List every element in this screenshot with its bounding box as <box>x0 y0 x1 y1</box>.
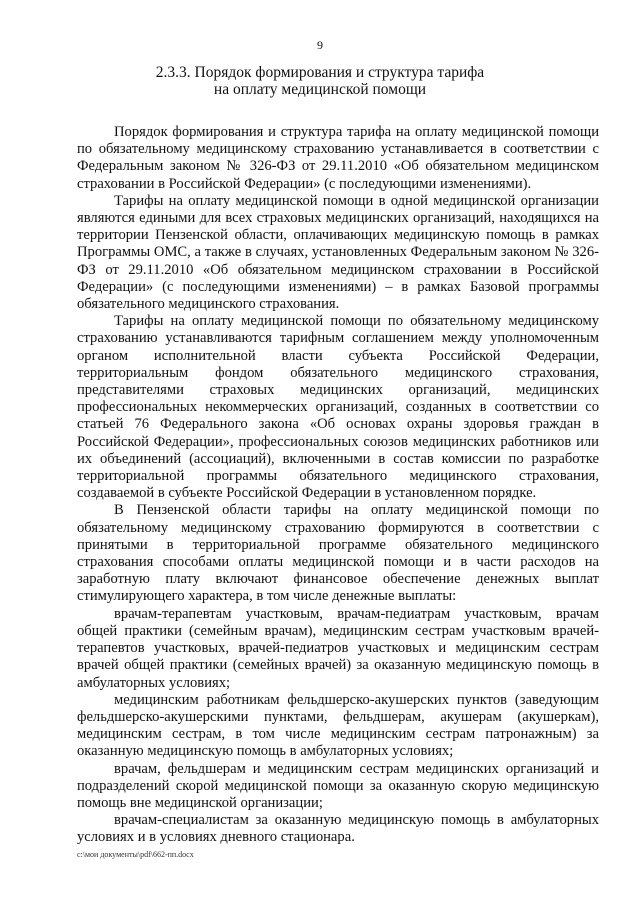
paragraph: медицинским работникам фельдшерско-акушерских пунктов (заведующим фельдшерско-акушерскими пунктами, фельдшерам, акушерам (акушеркам), медицинским сестрам, в том числе медицинским сестрам патронажным) за оказанную медицинскую помощь в амбулаторных условиях; <box>77 691 599 760</box>
paragraph: Порядок формирования и структура тарифа на оплату медицинской помощи по обязательному медицинскому страхованию устанавливается в соответствии с Федеральным законом № 326-ФЗ от 29.11.2010 «Об обязательном медицинском страховании в Российской Федерации» (с последующими изменениями). <box>77 124 599 192</box>
paragraph: Тарифы на оплату медицинской помощи в одной медицинской организации являются едиными для всех страховых медицинских организаций, находящихся на территории Пензенской области, оплачивающих медицинскую помощь в рамках Программы ОМС, а также в случаях, установленных Федеральным законом № 326-ФЗ от 29.11.2010 «Об обязательном медицинском страховании в Российской Федерации» (с последующими изменениями) – в рамках Базовой программы обязательного медицинского страхования. <box>77 192 599 313</box>
paragraph: Тарифы на оплату медицинской помощи по обязательному медицинскому страхованию устанавливаются тарифным соглашением между уполномоченным органом исполнительной власти субъекта Российской Федерации, территориальным фондом обязательного медицинского страхования, представителями страховых медицинских организаций, медицинских профессиональных некоммерческих организаций, созданных в соответствии со статьей 76 Федерального закона «Об основах охраны здоровья граждан в Российской Федерации», профессиональных союзов медицинских работников или их объединений (ассоциаций), включенными в состав комиссии по разработке территориальной программы обязательного медицинского страхования, создаваемой в субъекте Российской Федерации в установленном порядке. <box>77 313 599 502</box>
paragraph: врачам-терапевтам участковым, врачам-педиатрам участковым, врачам общей практики (семейным врачам), медицинским сестрам участковым врачей-терапевтов участковых, врачей-педиатров участковых и медицинским сестрам врачей общей практики (семейных врачей) за оказанную медицинскую помощь в амбулаторных условиях; <box>77 605 599 691</box>
document-body <box>77 124 599 847</box>
section-heading <box>150 64 490 98</box>
paragraph: В Пензенской области тарифы на оплату медицинской помощи по обязательному медицинскому страхованию формируются в соответствии с принятыми в территориальной программе обязательного медицинского страхования способами оплаты медицинской помощи и в части расходов на заработную плату включают финансовое обеспечение денежных выплат стимулирующего характера, в том числе денежные выплаты: <box>77 502 599 605</box>
section-heading-line-2: на оплату медицинской помощи <box>213 81 427 98</box>
file-path-footer: c:\мои документы\pdf\662-пп.docx <box>77 850 194 859</box>
paragraph: врачам-специалистам за оказанную медицинскую помощь в амбулаторных условиях и в условиях дневного стационара. <box>77 812 599 846</box>
section-heading-line-1: 2.3.3. Порядок формирования и структура тарифа <box>155 64 485 81</box>
paragraph: врачам, фельдшерам и медицинским сестрам медицинских организаций и подразделений скорой медицинской помощи за оказанную скорую медицинскую помощь вне медицинской организации; <box>77 760 599 811</box>
page-number: 9 <box>317 38 323 52</box>
